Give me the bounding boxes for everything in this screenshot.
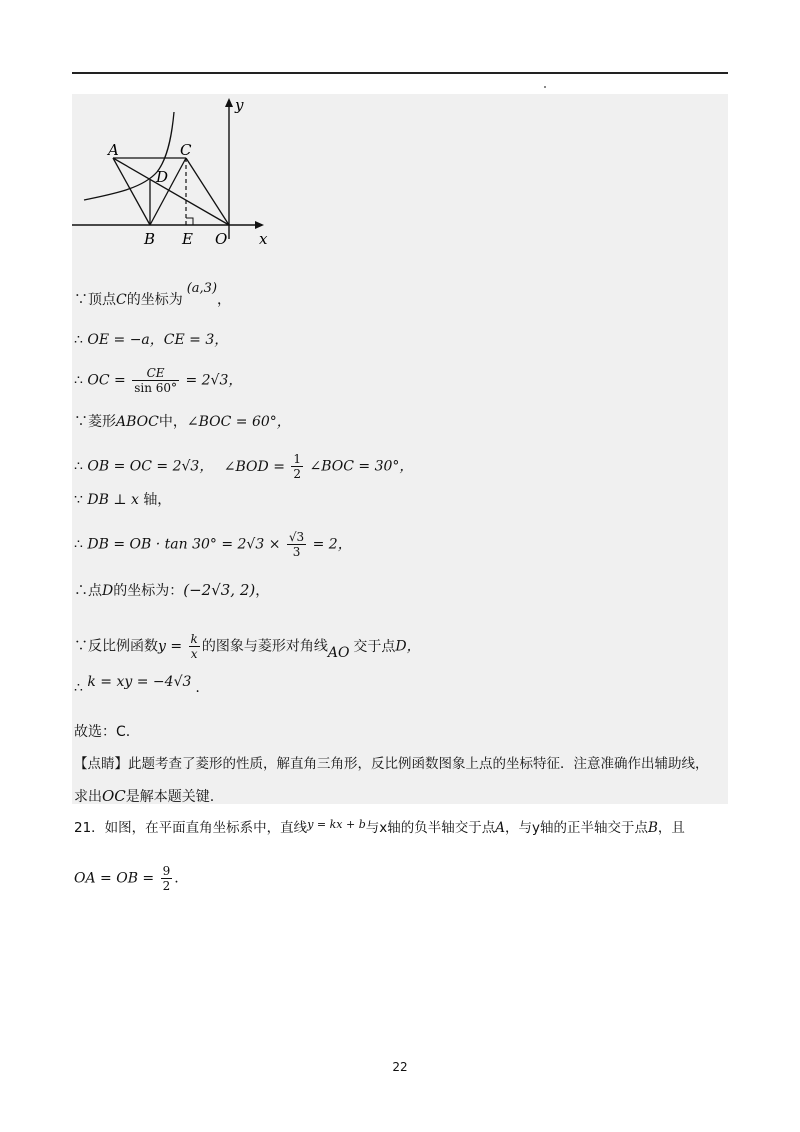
question-21-line-1: 21．如图，在平面直角坐标系中，直线$^{y = kx + b}$与x轴的负半轴交于点A，与y轴的正半轴交于点B，且 [74, 818, 685, 836]
solution-line-8: ∴点D的坐标为：(−2√3, 2)， [74, 581, 270, 599]
solution-line-9: ∵反比例函数y = $\frac{k}{x}$ 的图象与菱形对角线AO 交于点D， [74, 632, 421, 661]
diagonal-AO [113, 158, 229, 225]
label-E: E [182, 230, 193, 248]
label-x: x [259, 230, 268, 248]
header-dot [544, 86, 546, 88]
label-O: O [215, 230, 228, 248]
solution-line-10: ∴ k = xy = −4√3 . [74, 674, 200, 696]
solution-line-7: ∴ DB = OB · tan 30° = 2√3 × $\frac{√3}{3}$ = 2， [74, 530, 352, 559]
x-axis-arrow [255, 221, 264, 229]
fraction-sqrt3-over-3: $\frac{√3}{3}$ [288, 530, 305, 559]
right-angle-mark [186, 218, 193, 225]
label-B: B [144, 230, 156, 248]
label-A: A [108, 141, 119, 159]
label-C: C [180, 141, 192, 159]
solution-line-11: 故选：C. [74, 724, 131, 740]
fraction-nine-halves: $\frac{9}{2}$ [162, 864, 171, 893]
solution-line-2: ∴ OE = −a，CE = 3， [74, 332, 229, 348]
geometry-figure [72, 94, 292, 254]
side-CO [186, 158, 229, 225]
solution-line-3: ∴ OC = $\frac{CE}{\sin 60^\circ}$ = 2√3， [74, 366, 243, 395]
solution-line-6: ∵ DB ⊥ x 轴， [74, 492, 172, 508]
fraction-ce-sin60: $\frac{CE}{\sin 60^\circ}$ [134, 366, 178, 395]
header-rule [72, 72, 728, 74]
label-D: D [156, 168, 169, 186]
solution-note-line-1: 【点睛】此题考查了菱形的性质，解直角三角形，反比例函数图象上点的坐标特征．注意准确作出辅助线， [74, 756, 709, 772]
y-axis-arrow [225, 98, 233, 107]
solution-line-5: ∴ OB = OC = 2√3， ∠BOD = $\frac{1}{2}$ ∠BOC = 30°， [74, 452, 414, 481]
fraction-k-over-x: $\frac{k}{x}$ [190, 632, 198, 661]
solution-line-1: ∵顶点C的坐标为(a,3)， [74, 281, 232, 308]
page-number: 22 [392, 1060, 408, 1074]
question-21-line-2: OA = OB = $\frac{9}{2}$ . [74, 864, 179, 893]
solution-note-line-2: 求出OC是解本题关键. [74, 787, 215, 805]
label-y: y [235, 96, 244, 114]
fraction-one-half: $\frac{1}{2}$ [293, 452, 302, 481]
solution-line-4: ∵菱形ABOC中，∠BOC = 60°， [74, 414, 291, 430]
